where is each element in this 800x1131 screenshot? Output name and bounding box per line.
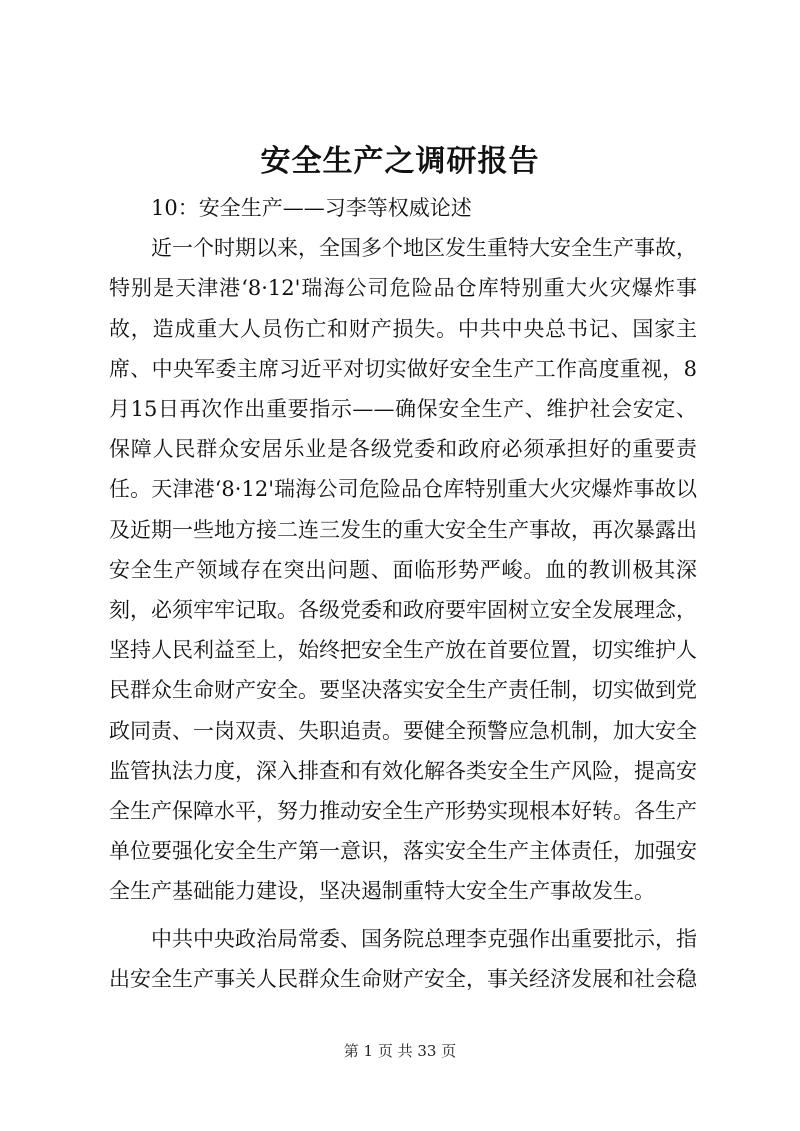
document-body	[109, 188, 697, 999]
paragraph: 中共中央政治局常委、国务院总理李克强作出重要批示，指出安全生产事关人民群众生命财产安全，事关经济发展和社会稳	[109, 926, 697, 991]
paragraph: 近一个时期以来，全国多个地区发生重特大安全生产事故，特别是天津港‘8·12'瑞海公司危险品仓库特别重大火灾爆炸事故，造成重大人员伤亡和财产损失。中共中央总书记、国家主席、中央军委主席习近平对切实做好安全生产工作高度重视，8月15日再次作出重要指示——确保安全生产、维护社会安定、保障人民群众安居乐业是各级党委和政府必须承担好的重要责任。天津港‘8·12'瑞海公司危险品仓库特别重大火灾爆炸事故以及近期一些地方接二连三发生的重大安全生产事故，再次暴露出安全生产领域存在突出问题、面临形势严峻。血的教训极其深刻，必须牢牢记取。各级党委和政府要牢固树立安全发展理念，坚持人民利益至上，始终把安全生产放在首要位置，切实维护人民群众生命财产安全。要坚决落实安全生产责任制，切实做到党政同责、一岗双责、失职追责。要健全预警应急机制，加大安全监管执法力度，深入排查和有效化解各类安全生产风险，提高安全生产保障水平，努力推动安全生产形势实现根本好转。各生产单位要强化安全生产第一意识，落实安全生产主体责任，加强安全生产基础能力建设，坚决遏制重特大安全生产事故发生。	[109, 236, 697, 904]
subtitle-line: 10：安全生产——习李等权威论述	[151, 196, 472, 220]
page-number: 第 1 页 共 33 页	[343, 1042, 457, 1060]
document-title: 安全生产之调研报告	[260, 144, 540, 179]
